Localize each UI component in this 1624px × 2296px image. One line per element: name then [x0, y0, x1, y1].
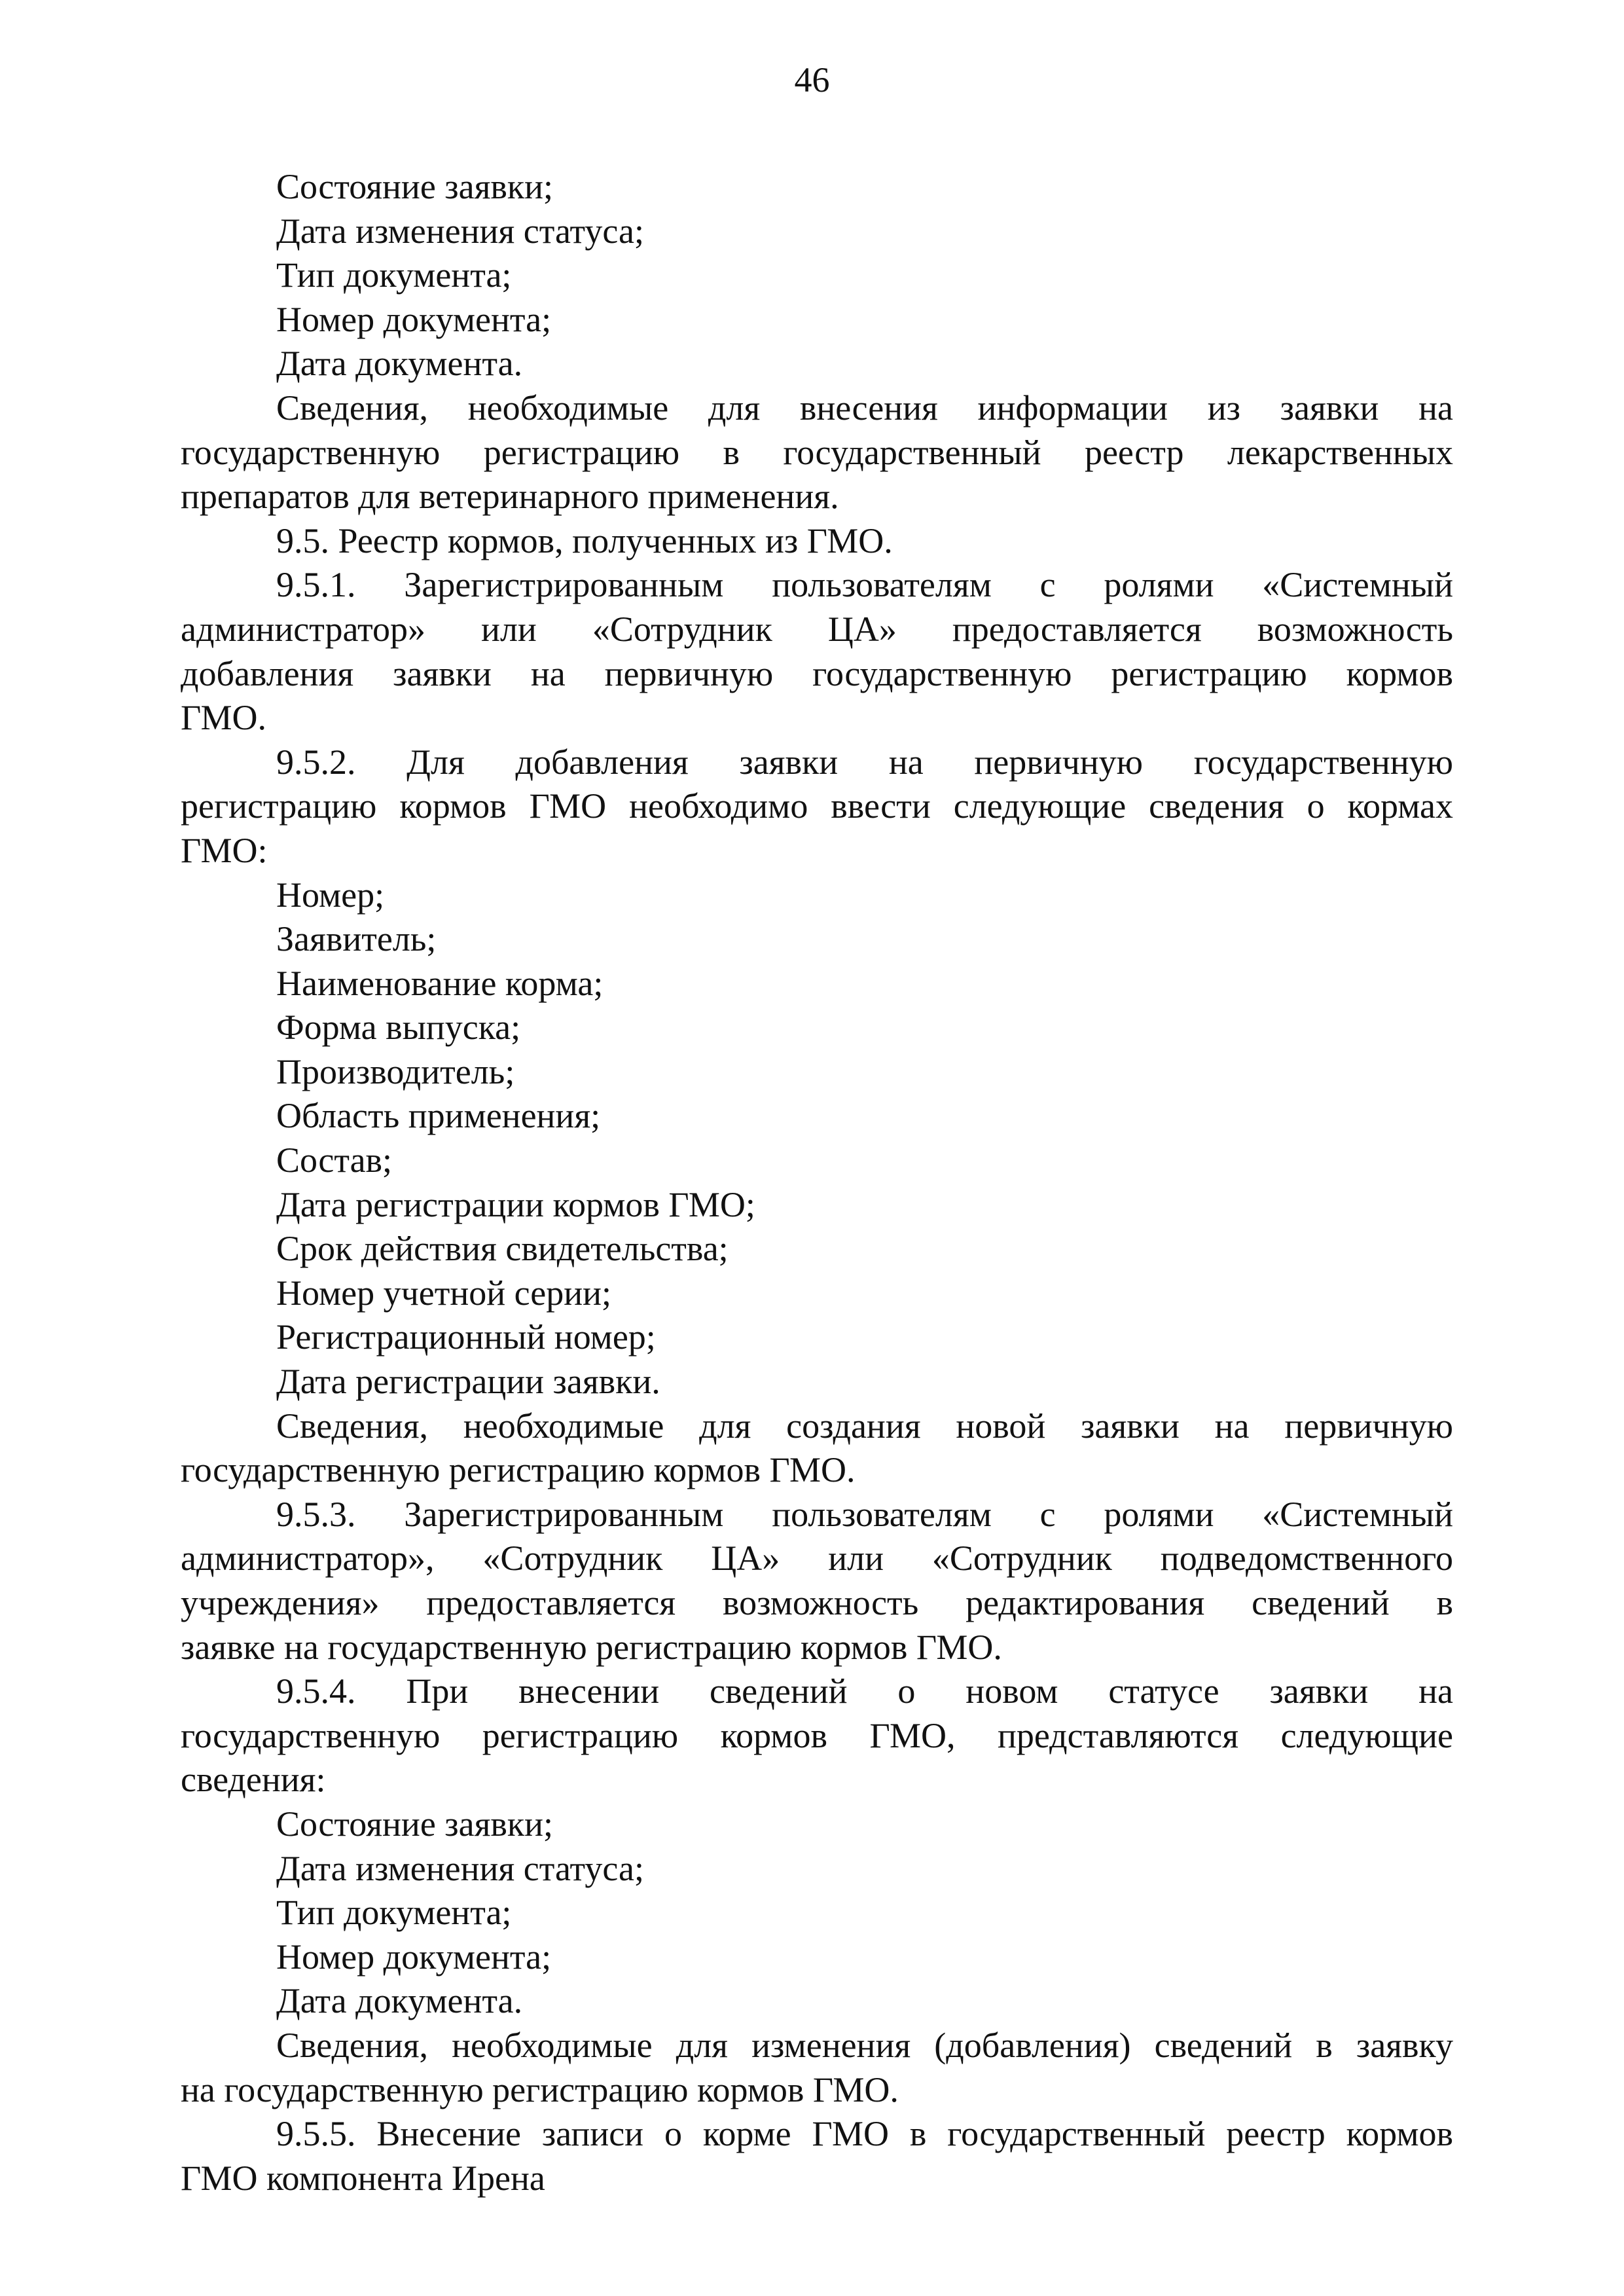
text-line: Производитель;	[276, 1051, 515, 1091]
text-line: препаратов для ветеринарного применения.	[181, 477, 839, 517]
text-line: учреждения» предоставляется возможность редактирования сведений в	[181, 1583, 1453, 1622]
text-line: ГМО:	[181, 830, 268, 870]
text-line: Состояние заявки;	[276, 1804, 554, 1844]
text-line: администратор» или «Сотрудник ЦА» предоставляется возможность	[181, 609, 1453, 649]
page-number: 46	[794, 60, 830, 100]
text-line: Дата документа.	[276, 1981, 523, 2021]
text-line: Дата регистрации кормов ГМО;	[276, 1184, 755, 1224]
text-line: ГМО компонента Ирена	[181, 2158, 545, 2198]
text-line: сведения:	[181, 1760, 326, 1800]
text-line: Заявитель;	[276, 919, 437, 959]
text-line: на государственную регистрацию кормов ГМО.	[181, 2069, 899, 2109]
text-line: государственную регистрацию кормов ГМО, представляются следующие	[181, 1715, 1453, 1755]
text-line: Форма выпуска;	[276, 1008, 521, 1048]
text-line: 9.5.2. Для добавления заявки на первичную государственную	[276, 742, 1453, 782]
text-line: Наименование корма;	[276, 963, 604, 1003]
text-line: Область применения;	[276, 1096, 601, 1136]
text-line: Состояние заявки;	[276, 167, 554, 206]
text-line: регистрацию кормов ГМО необходимо ввести следующие сведения о кормах	[181, 786, 1453, 826]
text-line: Номер учетной серии;	[276, 1273, 612, 1313]
text-line: Дата регистрации заявки.	[276, 1362, 660, 1402]
text-line: Дата изменения статуса;	[276, 1848, 645, 1888]
text-line: государственную регистрацию кормов ГМО.	[181, 1450, 856, 1490]
text-line: 9.5.4. При внесении сведений о новом статусе заявки на	[276, 1671, 1453, 1711]
text-line: Тип документа;	[276, 255, 512, 295]
text-line: заявке на государственную регистрацию кормов ГМО.	[181, 1627, 1002, 1667]
text-line: государственную регистрацию в государственный реестр лекарственных	[181, 432, 1453, 472]
text-line: Состав;	[276, 1140, 393, 1180]
text-line: Регистрационный номер;	[276, 1317, 656, 1357]
text-line: 9.5.1. Зарегистрированным пользователям с ролями «Системный	[276, 565, 1453, 605]
text-line: Номер;	[276, 875, 385, 915]
document-body	[181, 165, 1453, 2200]
text-line: Дата документа.	[276, 344, 523, 384]
text-line: 9.5.5. Внесение записи о корме ГМО в государственный реестр кормов	[276, 2114, 1453, 2154]
text-line: Сведения, необходимые для внесения информации из заявки на	[276, 388, 1453, 428]
text-line: 9.5. Реестр кормов, полученных из ГМО.	[276, 520, 893, 560]
text-line: Дата изменения статуса;	[276, 211, 645, 251]
text-line: добавления заявки на первичную государственную регистрацию кормов	[181, 653, 1453, 693]
text-line: администратор», «Сотрудник ЦА» или «Сотрудник подведомственного	[181, 1539, 1453, 1578]
text-line: ГМО.	[181, 698, 267, 738]
text-line: Сведения, необходимые для изменения (добавления) сведений в заявку	[276, 2025, 1453, 2065]
text-line: Номер документа;	[276, 1937, 552, 1977]
text-line: 9.5.3. Зарегистрированным пользователям с ролями «Системный	[276, 1494, 1453, 1534]
text-line: Срок действия свидетельства;	[276, 1229, 729, 1269]
text-line: Сведения, необходимые для создания новой заявки на первичную	[276, 1406, 1453, 1446]
text-line: Номер документа;	[276, 299, 552, 339]
text-line: Тип документа;	[276, 1893, 512, 1933]
